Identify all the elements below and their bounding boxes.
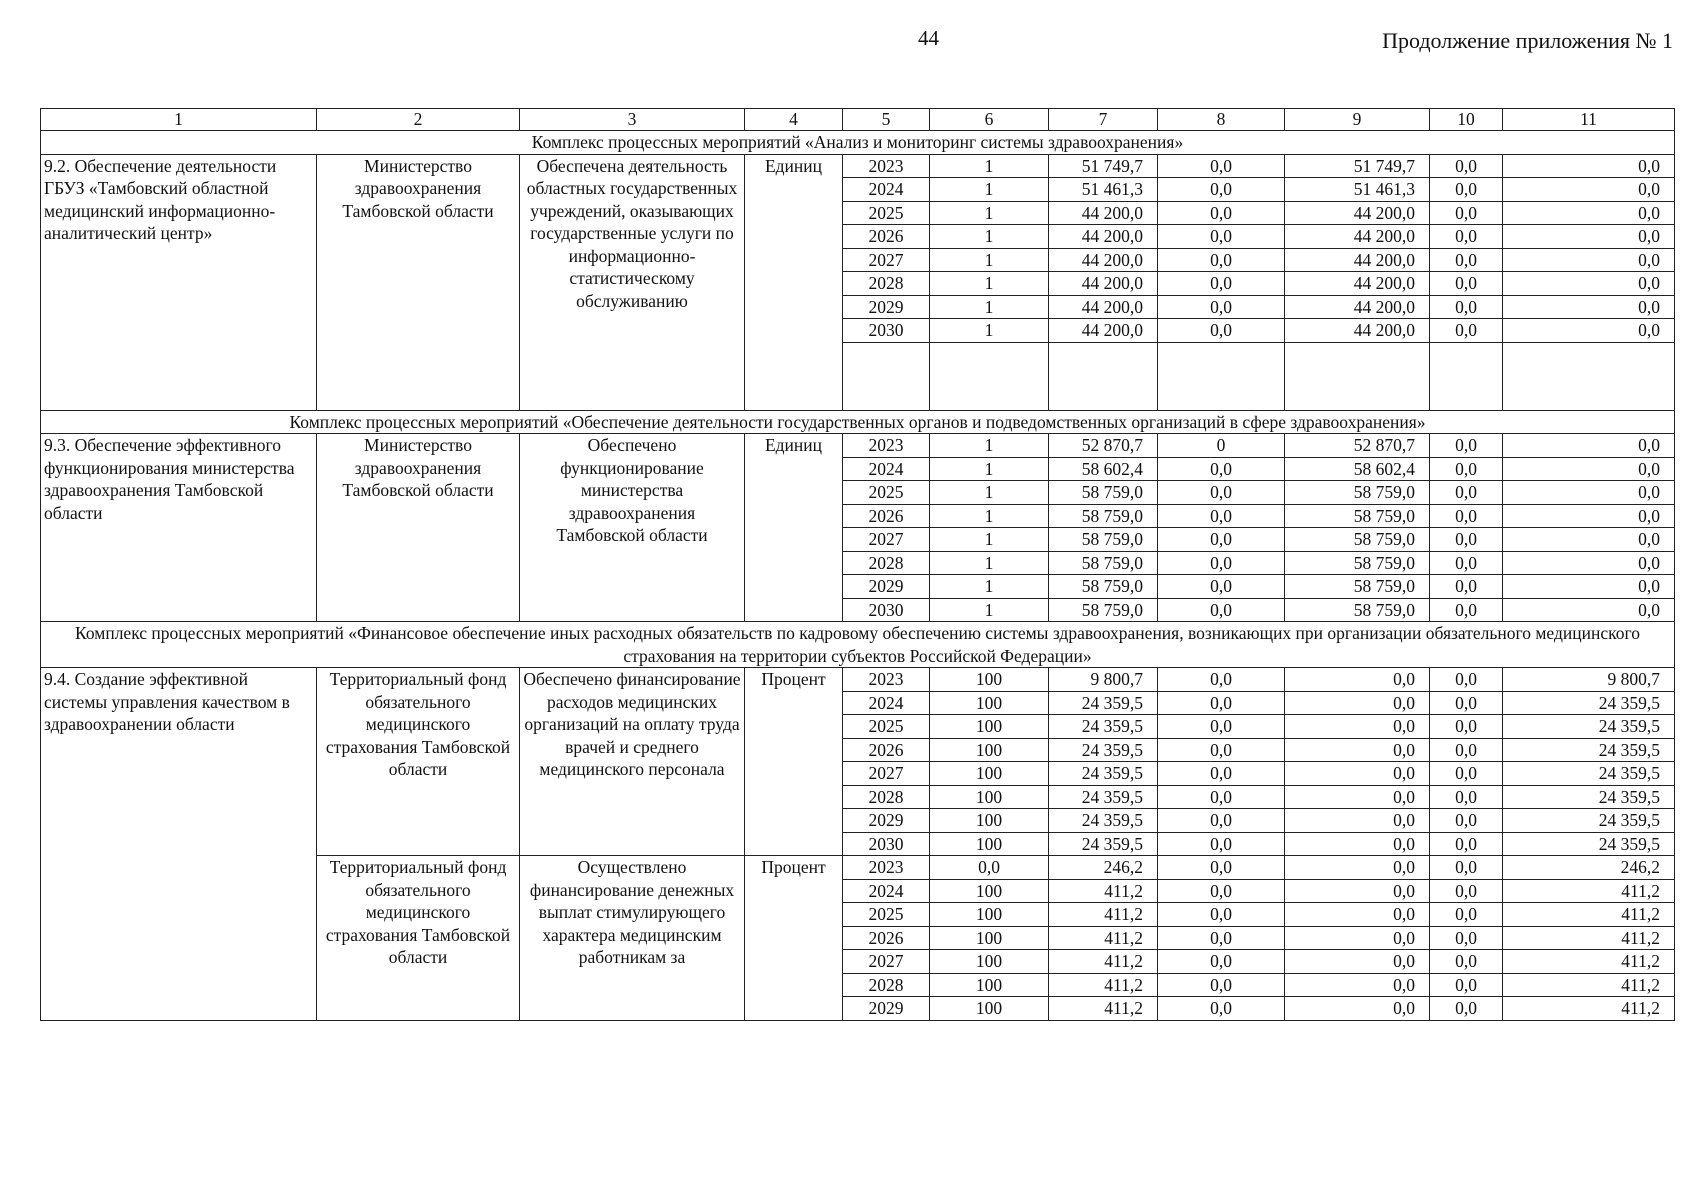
section-title-row bbox=[41, 622, 1675, 668]
value-cell: 0,0 bbox=[1430, 879, 1503, 903]
value-cell: 0,0 bbox=[1158, 481, 1285, 505]
section-title: Комплекс процессных мероприятий «Обеспечение деятельности государственных органов и подведомственных организаций в сфере здравоохранения» bbox=[41, 410, 1675, 434]
value-cell: 0,0 bbox=[1158, 738, 1285, 762]
value-cell: 2025 bbox=[843, 903, 930, 927]
value-cell: 0,0 bbox=[1430, 434, 1503, 458]
value-cell: 58 759,0 bbox=[1285, 481, 1430, 505]
value-cell: 411,2 bbox=[1049, 950, 1158, 974]
value-cell: 2027 bbox=[843, 248, 930, 272]
value-cell: 0,0 bbox=[1285, 691, 1430, 715]
value-cell: 0,0 bbox=[1158, 551, 1285, 575]
value-cell: 411,2 bbox=[1049, 926, 1158, 950]
value-cell: 1 bbox=[930, 319, 1049, 343]
executor-cell: Министерство здравоохранения Тамбовской области bbox=[317, 434, 520, 622]
value-cell: 0,0 bbox=[1430, 457, 1503, 481]
value-cell: 0,0 bbox=[1158, 598, 1285, 622]
section-title-row bbox=[41, 131, 1675, 155]
value-cell: 0,0 bbox=[1158, 225, 1285, 249]
value-cell: 0,0 bbox=[1430, 319, 1503, 343]
table-row bbox=[41, 434, 1675, 458]
value-cell: 0,0 bbox=[1158, 950, 1285, 974]
value-cell: 24 359,5 bbox=[1503, 691, 1675, 715]
value-cell: 100 bbox=[930, 879, 1049, 903]
value-cell: 2030 bbox=[843, 319, 930, 343]
value-cell: 44 200,0 bbox=[1285, 248, 1430, 272]
value-cell: 0,0 bbox=[1285, 997, 1430, 1021]
value-cell: 0,0 bbox=[1158, 504, 1285, 528]
value-cell: 0,0 bbox=[1503, 598, 1675, 622]
value-cell: 58 759,0 bbox=[1049, 481, 1158, 505]
value-cell: 2028 bbox=[843, 785, 930, 809]
value-cell: 0,0 bbox=[1503, 154, 1675, 178]
value-cell: 51 749,7 bbox=[1285, 154, 1430, 178]
executor-cell: Территориальный фонд обязательного медицинского страхования Тамбовской области bbox=[317, 856, 520, 1021]
value-cell: 0,0 bbox=[1158, 856, 1285, 880]
column-number: 4 bbox=[745, 109, 843, 131]
value-cell: 0,0 bbox=[1430, 272, 1503, 296]
value-cell: 2023 bbox=[843, 434, 930, 458]
value-cell: 58 759,0 bbox=[1285, 575, 1430, 599]
value-cell: 0,0 bbox=[1430, 551, 1503, 575]
value-cell: 0,0 bbox=[1430, 225, 1503, 249]
value-cell: 44 200,0 bbox=[1049, 225, 1158, 249]
column-number: 5 bbox=[843, 109, 930, 131]
value-cell: 2029 bbox=[843, 809, 930, 833]
value-cell: 2024 bbox=[843, 879, 930, 903]
value-cell: 0,0 bbox=[1158, 785, 1285, 809]
value-cell: 100 bbox=[930, 809, 1049, 833]
value-cell: 0,0 bbox=[1430, 481, 1503, 505]
value-cell: 24 359,5 bbox=[1503, 832, 1675, 856]
value-cell: 2026 bbox=[843, 225, 930, 249]
unit-cell: Процент bbox=[745, 668, 843, 856]
measure-name: 9.4. Создание эффективной системы управления качеством в здравоохранении области bbox=[41, 668, 317, 1021]
value-cell: 0,0 bbox=[1158, 154, 1285, 178]
value-cell: 1 bbox=[930, 248, 1049, 272]
column-number-row bbox=[41, 109, 1675, 131]
empty-cell bbox=[1503, 342, 1675, 410]
value-cell: 24 359,5 bbox=[1049, 832, 1158, 856]
value-cell: 411,2 bbox=[1049, 997, 1158, 1021]
value-cell: 58 759,0 bbox=[1049, 504, 1158, 528]
column-number: 1 bbox=[41, 109, 317, 131]
result-cell: Обеспечено финансирование расходов медицинских организаций на оплату труда врачей и среднего медицинского персонала bbox=[520, 668, 745, 856]
value-cell: 100 bbox=[930, 832, 1049, 856]
value-cell: 2028 bbox=[843, 272, 930, 296]
value-cell: 0,0 bbox=[1158, 997, 1285, 1021]
value-cell: 0,0 bbox=[930, 856, 1049, 880]
value-cell: 1 bbox=[930, 457, 1049, 481]
value-cell: 58 759,0 bbox=[1049, 598, 1158, 622]
column-number: 6 bbox=[930, 109, 1049, 131]
value-cell: 411,2 bbox=[1503, 926, 1675, 950]
value-cell: 0,0 bbox=[1430, 668, 1503, 692]
executor-cell: Территориальный фонд обязательного медицинского страхования Тамбовской области bbox=[317, 668, 520, 856]
value-cell: 0,0 bbox=[1158, 575, 1285, 599]
value-cell: 0,0 bbox=[1430, 201, 1503, 225]
value-cell: 2025 bbox=[843, 201, 930, 225]
empty-cell bbox=[1430, 342, 1503, 410]
value-cell: 2027 bbox=[843, 528, 930, 552]
value-cell: 0,0 bbox=[1158, 809, 1285, 833]
value-cell: 2028 bbox=[843, 551, 930, 575]
table-body bbox=[41, 109, 1675, 1021]
value-cell: 0,0 bbox=[1158, 903, 1285, 927]
value-cell: 0,0 bbox=[1430, 762, 1503, 786]
value-cell: 44 200,0 bbox=[1285, 225, 1430, 249]
value-cell: 44 200,0 bbox=[1049, 295, 1158, 319]
value-cell: 0,0 bbox=[1158, 528, 1285, 552]
value-cell: 0,0 bbox=[1430, 504, 1503, 528]
value-cell: 0,0 bbox=[1503, 272, 1675, 296]
value-cell: 0,0 bbox=[1430, 154, 1503, 178]
value-cell: 0,0 bbox=[1503, 434, 1675, 458]
value-cell: 0,0 bbox=[1503, 481, 1675, 505]
value-cell: 0,0 bbox=[1430, 528, 1503, 552]
value-cell: 0,0 bbox=[1158, 926, 1285, 950]
budget-table bbox=[40, 108, 1675, 1021]
value-cell: 24 359,5 bbox=[1049, 809, 1158, 833]
value-cell: 0,0 bbox=[1430, 809, 1503, 833]
result-cell: Осуществлено финансирование денежных выплат стимулирующего характера медицинским работникам за bbox=[520, 856, 745, 1021]
value-cell: 246,2 bbox=[1503, 856, 1675, 880]
value-cell: 52 870,7 bbox=[1285, 434, 1430, 458]
value-cell: 44 200,0 bbox=[1049, 272, 1158, 296]
value-cell: 2030 bbox=[843, 832, 930, 856]
value-cell: 411,2 bbox=[1503, 997, 1675, 1021]
value-cell: 1 bbox=[930, 225, 1049, 249]
value-cell: 58 602,4 bbox=[1285, 457, 1430, 481]
empty-cell bbox=[1158, 342, 1285, 410]
value-cell: 100 bbox=[930, 715, 1049, 739]
value-cell: 100 bbox=[930, 668, 1049, 692]
column-number: 2 bbox=[317, 109, 520, 131]
value-cell: 2029 bbox=[843, 997, 930, 1021]
value-cell: 0,0 bbox=[1430, 832, 1503, 856]
value-cell: 0,0 bbox=[1285, 950, 1430, 974]
value-cell: 52 870,7 bbox=[1049, 434, 1158, 458]
empty-cell bbox=[843, 342, 930, 410]
value-cell: 1 bbox=[930, 201, 1049, 225]
value-cell: 2026 bbox=[843, 504, 930, 528]
value-cell: 411,2 bbox=[1503, 879, 1675, 903]
value-cell: 2024 bbox=[843, 178, 930, 202]
value-cell: 9 800,7 bbox=[1049, 668, 1158, 692]
value-cell: 0,0 bbox=[1158, 178, 1285, 202]
value-cell: 0,0 bbox=[1503, 575, 1675, 599]
value-cell: 100 bbox=[930, 950, 1049, 974]
section-title-row bbox=[41, 410, 1675, 434]
value-cell: 0,0 bbox=[1503, 457, 1675, 481]
value-cell: 0,0 bbox=[1430, 715, 1503, 739]
value-cell: 411,2 bbox=[1503, 973, 1675, 997]
value-cell: 0,0 bbox=[1285, 903, 1430, 927]
value-cell: 0,0 bbox=[1430, 575, 1503, 599]
value-cell: 2023 bbox=[843, 856, 930, 880]
value-cell: 100 bbox=[930, 973, 1049, 997]
value-cell: 0,0 bbox=[1430, 295, 1503, 319]
value-cell: 0,0 bbox=[1430, 926, 1503, 950]
value-cell: 2026 bbox=[843, 926, 930, 950]
value-cell: 24 359,5 bbox=[1503, 809, 1675, 833]
value-cell: 58 759,0 bbox=[1285, 504, 1430, 528]
appendix-caption: Продолжение приложения № 1 bbox=[1382, 28, 1673, 53]
value-cell: 58 759,0 bbox=[1285, 528, 1430, 552]
section-title: Комплекс процессных мероприятий «Финансовое обеспечение иных расходных обязательств по кадровому обеспечению системы здравоохранения, возникающих при организации обязательного медицинского страхования на территории субъектов Российской Федерации» bbox=[41, 622, 1675, 668]
value-cell: 0,0 bbox=[1158, 832, 1285, 856]
value-cell: 0,0 bbox=[1430, 598, 1503, 622]
value-cell: 0,0 bbox=[1285, 762, 1430, 786]
value-cell: 58 602,4 bbox=[1049, 457, 1158, 481]
column-number: 9 bbox=[1285, 109, 1430, 131]
value-cell: 411,2 bbox=[1503, 950, 1675, 974]
value-cell: 44 200,0 bbox=[1049, 201, 1158, 225]
value-cell: 0,0 bbox=[1430, 997, 1503, 1021]
column-number: 11 bbox=[1503, 109, 1675, 131]
value-cell: 1 bbox=[930, 504, 1049, 528]
value-cell: 0,0 bbox=[1158, 668, 1285, 692]
value-cell: 0,0 bbox=[1430, 178, 1503, 202]
value-cell: 411,2 bbox=[1503, 903, 1675, 927]
value-cell: 24 359,5 bbox=[1049, 738, 1158, 762]
value-cell: 1 bbox=[930, 575, 1049, 599]
value-cell: 1 bbox=[930, 178, 1049, 202]
unit-cell: Единиц bbox=[745, 154, 843, 410]
value-cell: 2025 bbox=[843, 715, 930, 739]
value-cell: 411,2 bbox=[1049, 879, 1158, 903]
value-cell: 0,0 bbox=[1158, 201, 1285, 225]
result-cell: Обеспечена деятельность областных государственных учреждений, оказывающих государственные услуги по информационно-статистическому обслуживанию bbox=[520, 154, 745, 410]
value-cell: 51 461,3 bbox=[1285, 178, 1430, 202]
value-cell: 44 200,0 bbox=[1285, 319, 1430, 343]
value-cell: 0,0 bbox=[1285, 715, 1430, 739]
value-cell: 100 bbox=[930, 785, 1049, 809]
value-cell: 0,0 bbox=[1158, 319, 1285, 343]
value-cell: 1 bbox=[930, 295, 1049, 319]
value-cell: 0,0 bbox=[1430, 785, 1503, 809]
value-cell: 2024 bbox=[843, 691, 930, 715]
value-cell: 24 359,5 bbox=[1503, 762, 1675, 786]
value-cell: 0,0 bbox=[1430, 903, 1503, 927]
value-cell: 51 461,3 bbox=[1049, 178, 1158, 202]
value-cell: 1 bbox=[930, 272, 1049, 296]
value-cell: 1 bbox=[930, 481, 1049, 505]
value-cell: 0,0 bbox=[1503, 319, 1675, 343]
table-row bbox=[41, 668, 1675, 692]
value-cell: 0,0 bbox=[1503, 504, 1675, 528]
value-cell: 44 200,0 bbox=[1285, 201, 1430, 225]
value-cell: 0,0 bbox=[1503, 551, 1675, 575]
value-cell: 2028 bbox=[843, 973, 930, 997]
value-cell: 0,0 bbox=[1430, 950, 1503, 974]
value-cell: 0,0 bbox=[1503, 248, 1675, 272]
value-cell: 9 800,7 bbox=[1503, 668, 1675, 692]
value-cell: 0,0 bbox=[1158, 715, 1285, 739]
value-cell: 0,0 bbox=[1158, 272, 1285, 296]
value-cell: 2027 bbox=[843, 950, 930, 974]
budget-table-container bbox=[40, 108, 1674, 1021]
value-cell: 24 359,5 bbox=[1049, 762, 1158, 786]
value-cell: 44 200,0 bbox=[1049, 248, 1158, 272]
value-cell: 0,0 bbox=[1430, 738, 1503, 762]
value-cell: 0,0 bbox=[1503, 225, 1675, 249]
value-cell: 0 bbox=[1158, 434, 1285, 458]
empty-cell bbox=[930, 342, 1049, 410]
value-cell: 0,0 bbox=[1158, 295, 1285, 319]
value-cell: 24 359,5 bbox=[1049, 715, 1158, 739]
value-cell: 100 bbox=[930, 903, 1049, 927]
column-number: 3 bbox=[520, 109, 745, 131]
empty-cell bbox=[1049, 342, 1158, 410]
value-cell: 0,0 bbox=[1503, 178, 1675, 202]
value-cell: 0,0 bbox=[1285, 973, 1430, 997]
value-cell: 0,0 bbox=[1158, 248, 1285, 272]
value-cell: 100 bbox=[930, 997, 1049, 1021]
value-cell: 24 359,5 bbox=[1503, 785, 1675, 809]
value-cell: 411,2 bbox=[1049, 973, 1158, 997]
empty-cell bbox=[1285, 342, 1430, 410]
value-cell: 0,0 bbox=[1503, 528, 1675, 552]
value-cell: 2027 bbox=[843, 762, 930, 786]
value-cell: 2030 bbox=[843, 598, 930, 622]
value-cell: 0,0 bbox=[1285, 926, 1430, 950]
value-cell: 100 bbox=[930, 926, 1049, 950]
value-cell: 0,0 bbox=[1285, 738, 1430, 762]
value-cell: 2029 bbox=[843, 575, 930, 599]
value-cell: 0,0 bbox=[1285, 856, 1430, 880]
executor-cell: Министерство здравоохранения Тамбовской области bbox=[317, 154, 520, 410]
value-cell: 2029 bbox=[843, 295, 930, 319]
value-cell: 0,0 bbox=[1158, 691, 1285, 715]
value-cell: 24 359,5 bbox=[1503, 715, 1675, 739]
value-cell: 1 bbox=[930, 154, 1049, 178]
result-cell: Обеспечено функционирование министерства здравоохранения Тамбовской области bbox=[520, 434, 745, 622]
value-cell: 0,0 bbox=[1158, 973, 1285, 997]
table-row bbox=[41, 154, 1675, 178]
value-cell: 246,2 bbox=[1049, 856, 1158, 880]
value-cell: 24 359,5 bbox=[1503, 738, 1675, 762]
measure-name: 9.3. Обеспечение эффективного функционирования министерства здравоохранения Тамбовской области bbox=[41, 434, 317, 622]
value-cell: 0,0 bbox=[1430, 856, 1503, 880]
value-cell: 2026 bbox=[843, 738, 930, 762]
measure-name: 9.2. Обеспечение деятельности ГБУЗ «Тамбовский областной медицинский информационно-аналитический центр» bbox=[41, 154, 317, 410]
value-cell: 2024 bbox=[843, 457, 930, 481]
value-cell: 58 759,0 bbox=[1049, 551, 1158, 575]
value-cell: 0,0 bbox=[1503, 295, 1675, 319]
value-cell: 58 759,0 bbox=[1285, 551, 1430, 575]
value-cell: 24 359,5 bbox=[1049, 785, 1158, 809]
value-cell: 44 200,0 bbox=[1049, 319, 1158, 343]
value-cell: 51 749,7 bbox=[1049, 154, 1158, 178]
value-cell: 100 bbox=[930, 738, 1049, 762]
column-number: 10 bbox=[1430, 109, 1503, 131]
value-cell: 0,0 bbox=[1285, 832, 1430, 856]
column-number: 7 bbox=[1049, 109, 1158, 131]
value-cell: 24 359,5 bbox=[1049, 691, 1158, 715]
value-cell: 0,0 bbox=[1503, 201, 1675, 225]
value-cell: 0,0 bbox=[1285, 879, 1430, 903]
value-cell: 58 759,0 bbox=[1049, 528, 1158, 552]
page-number: 44 bbox=[918, 26, 939, 50]
value-cell: 0,0 bbox=[1430, 973, 1503, 997]
value-cell: 0,0 bbox=[1430, 691, 1503, 715]
value-cell: 1 bbox=[930, 598, 1049, 622]
value-cell: 0,0 bbox=[1158, 762, 1285, 786]
value-cell: 44 200,0 bbox=[1285, 295, 1430, 319]
value-cell: 1 bbox=[930, 434, 1049, 458]
value-cell: 58 759,0 bbox=[1285, 598, 1430, 622]
column-number: 8 bbox=[1158, 109, 1285, 131]
unit-cell: Процент bbox=[745, 856, 843, 1021]
value-cell: 2023 bbox=[843, 154, 930, 178]
value-cell: 1 bbox=[930, 551, 1049, 575]
unit-cell: Единиц bbox=[745, 434, 843, 622]
value-cell: 0,0 bbox=[1285, 785, 1430, 809]
value-cell: 100 bbox=[930, 762, 1049, 786]
value-cell: 0,0 bbox=[1158, 879, 1285, 903]
value-cell: 0,0 bbox=[1285, 809, 1430, 833]
value-cell: 0,0 bbox=[1158, 457, 1285, 481]
section-title: Комплекс процессных мероприятий «Анализ и мониторинг системы здравоохранения» bbox=[41, 131, 1675, 155]
value-cell: 411,2 bbox=[1049, 903, 1158, 927]
value-cell: 100 bbox=[930, 691, 1049, 715]
value-cell: 2023 bbox=[843, 668, 930, 692]
value-cell: 0,0 bbox=[1430, 248, 1503, 272]
value-cell: 2025 bbox=[843, 481, 930, 505]
value-cell: 44 200,0 bbox=[1285, 272, 1430, 296]
value-cell: 58 759,0 bbox=[1049, 575, 1158, 599]
value-cell: 1 bbox=[930, 528, 1049, 552]
value-cell: 0,0 bbox=[1285, 668, 1430, 692]
